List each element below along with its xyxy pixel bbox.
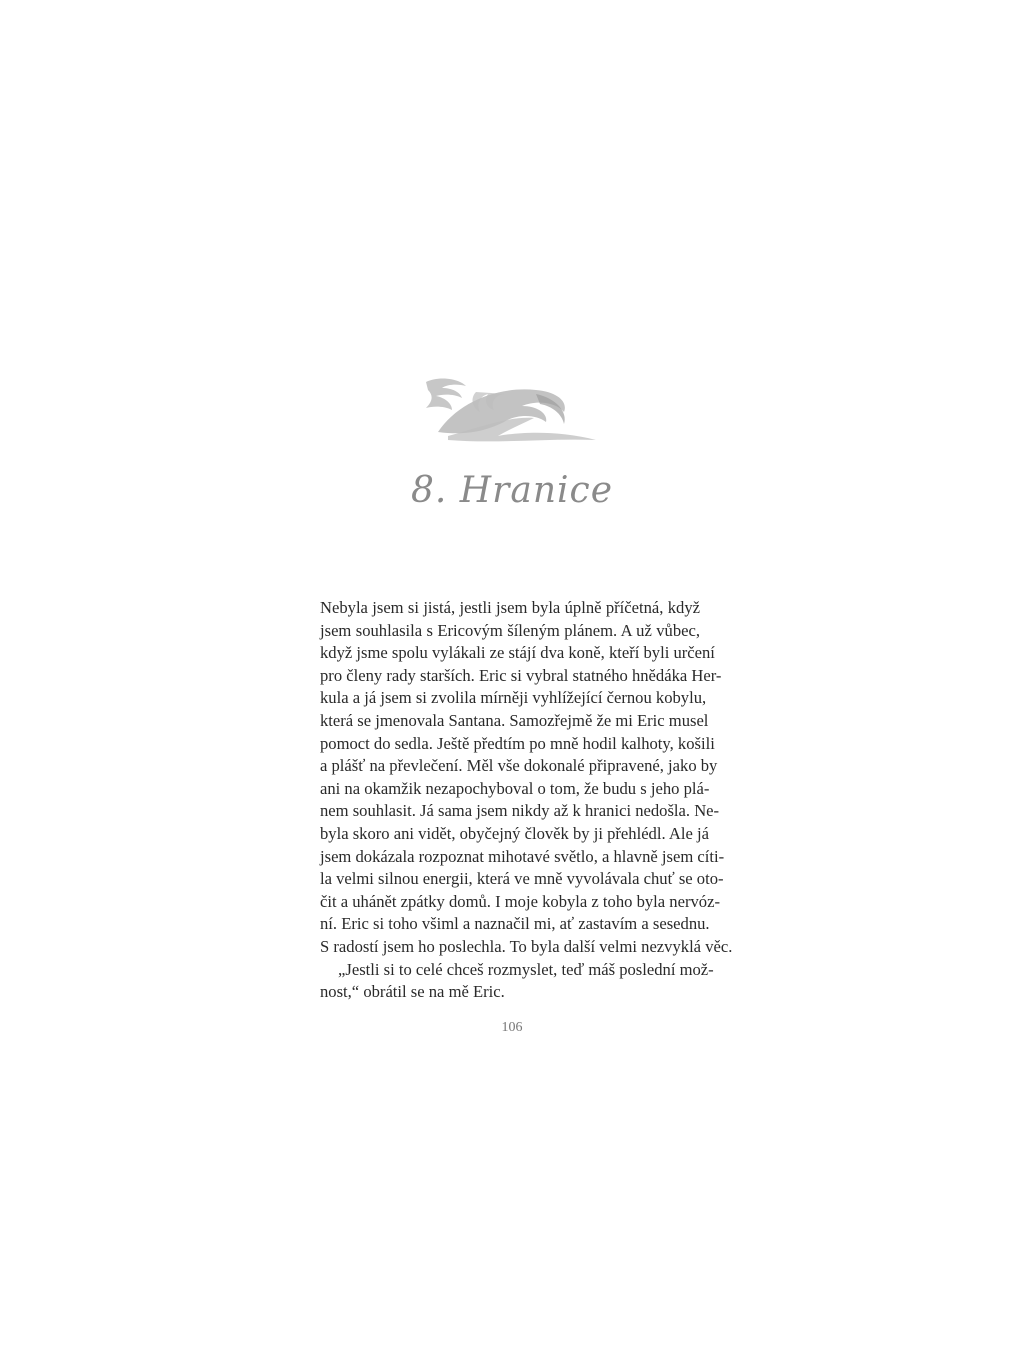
paragraph [320,959,714,1004]
text-line: ní. Eric si toho všiml a naznačil mi, ať zastavím a sesednu. [320,914,710,934]
text-line: pro členy rady starších. Eric si vybral statného hnědáka Her- [320,665,722,685]
text-line: a plášť na převlečení. Měl vše dokonalé připravené, jako by [320,756,718,776]
text-line: la velmi silnou energii, která ve mně vyvolávala chuť se oto- [320,869,724,889]
text-line: která se jmenovala Santana. Samozřejmě že mi Eric musel [320,710,709,730]
text-line: když jsme spolu vylákali ze stájí dva koně, kteří byli určení [320,643,715,663]
text-line: byla skoro ani vidět, obyčejný člověk by ji přehlédl. Ale já [320,823,709,843]
page-number: 106 [501,1020,523,1035]
chapter-body-text [320,597,733,1004]
text-line: kula a já jsem si zvolila mírněji vyhlížející černou kobylu, [320,688,707,708]
text-line: jsem souhlasila s Ericovým šíleným plánem. A už vůbec, [320,620,700,640]
text-line: „Jestli si to celé chceš rozmyslet, teď máš poslední mož- [338,959,714,979]
text-line: čit a uhánět zpátky domů. I moje kobyla z toho byla nervóz- [320,891,720,911]
text-line: pomoct do sedla. Ještě předtím po mně hodil kalhoty, košili [320,733,715,753]
chapter-title: 8. Hranice [410,470,614,511]
text-line: Nebyla jsem si jistá, jestli jsem byla úplně příčetná, když [320,598,700,617]
text-line: jsem dokázala rozpoznat mihotavé světlo, a hlavně jsem cíti- [320,846,725,866]
text-line: nost,“ obrátil se na mě Eric. [320,982,505,1002]
text-line: ani na okamžik nezapochyboval o tom, že budu s jeho plá- [320,778,710,798]
paragraph [320,597,733,959]
text-line: nem souhlasit. Já sama jsem nikdy až k hranici nedošla. Ne- [320,801,720,821]
text-line: S radostí jsem ho poslechla. To byla další velmi nezvyklá věc. [320,936,733,956]
wave-ornament-icon [418,372,600,450]
